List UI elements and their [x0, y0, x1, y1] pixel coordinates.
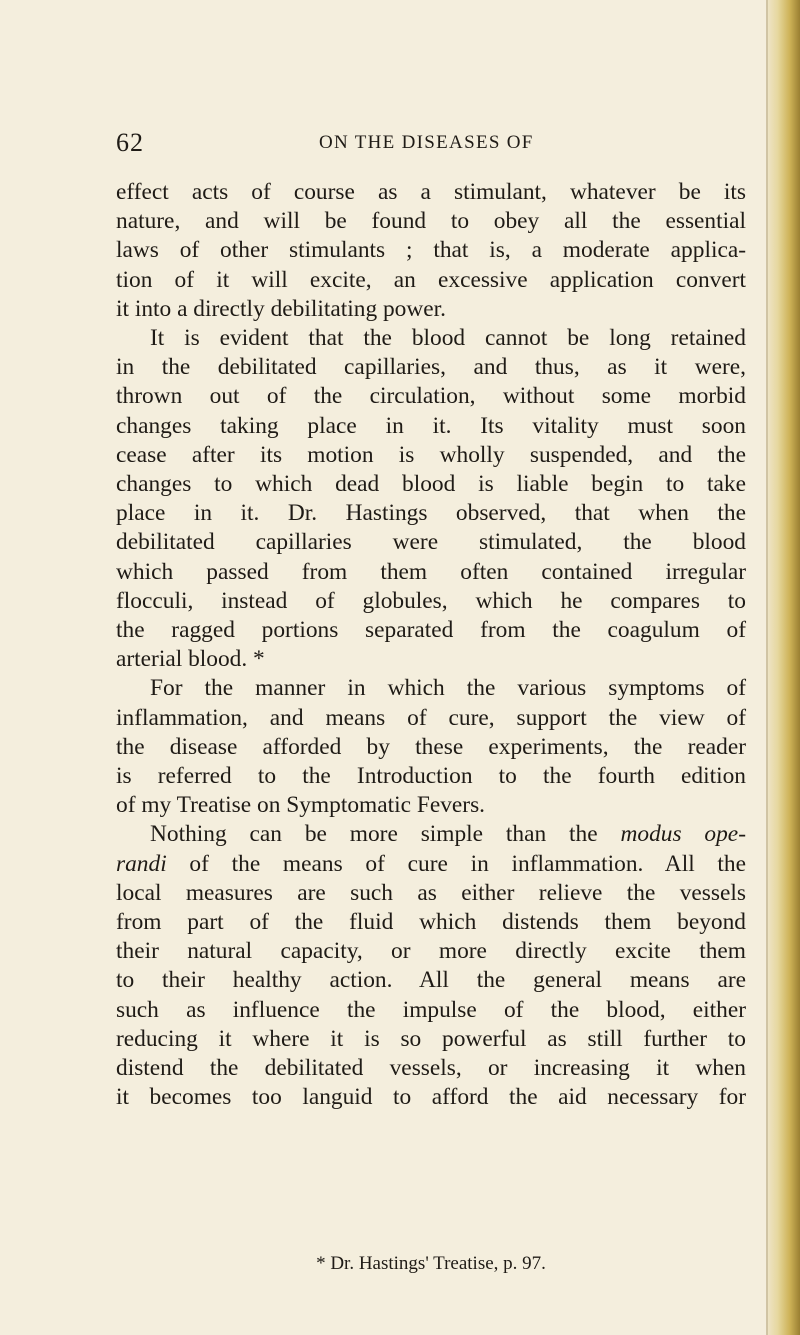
page-edge-shadow [766, 0, 800, 1335]
body-text [116, 178, 746, 1113]
text-line: of my Treatise on Symptomatic Fevers. [116, 792, 486, 819]
text-line: debilitated capillaries were stimulated, the blood [116, 529, 746, 556]
text-line: to their healthy action. All the general means are [116, 967, 746, 994]
italic-term: randi [116, 850, 167, 877]
page-header [116, 126, 746, 166]
text-line: distend the debilitated vessels, or increasing it when [116, 1055, 746, 1082]
text-line: effect acts of course as a stimulant, whatever be its [116, 179, 746, 205]
footnote: * Dr. Hastings' Treatise, p. 97. [316, 1253, 546, 1274]
text-line: reducing it where it is so powerful as still further to [116, 1025, 746, 1052]
text-line: changes taking place in it. Its vitality must soon [116, 412, 746, 439]
text-line: thrown out of the circulation, without some morbid [116, 383, 746, 410]
text-line: cease after its motion is wholly suspended, and the [116, 441, 746, 468]
text-line: which passed from them often contained irregular [116, 558, 746, 585]
text-line: tion of it will excite, an excessive application convert [116, 266, 746, 293]
text-line: inflammation, and means of cure, support the view of [116, 704, 746, 731]
italic-term: modus ope- [620, 821, 746, 848]
text-line: the disease afforded by these experiments, the reader [116, 733, 746, 760]
text-line: the ragged portions separated from the coagulum of [116, 617, 746, 644]
text-line [116, 850, 746, 879]
text-line: in the debilitated capillaries, and thus, as it were, [116, 354, 746, 381]
text-line: arterial blood. * [116, 646, 265, 673]
page-number: 62 [116, 128, 144, 157]
text-line: flocculi, instead of globules, which he compares to [116, 587, 746, 614]
text-line: place in it. Dr. Hastings observed, that when the [116, 500, 746, 527]
text-segment: Nothing can be more simple than the [150, 821, 598, 848]
text-segment: of the means of cure in inflammation. All the [189, 850, 746, 877]
text-line: For the manner in which the various symptoms of [150, 675, 746, 702]
text-line: changes to which dead blood is liable begin to take [116, 471, 746, 498]
text-line: is referred to the Introduction to the fourth edition [116, 763, 746, 790]
text-line: nature, and will be found to obey all the essential [116, 208, 746, 235]
text-line [116, 820, 746, 849]
text-line: from part of the fluid which distends them beyond [116, 909, 746, 936]
text-line: it becomes too languid to afford the aid necessary for [116, 1084, 746, 1111]
running-head: ON THE DISEASES OF [319, 132, 534, 153]
text-line: laws of other stimulants ; that is, a moderate applica- [116, 237, 746, 264]
text-line: it into a directly debilitating power. [116, 295, 446, 322]
text-line: local measures are such as either relieve the vessels [116, 879, 746, 906]
text-line: such as influence the impulse of the blood, either [116, 996, 746, 1023]
text-line: It is evident that the blood cannot be long retained [150, 325, 746, 352]
text-line: their natural capacity, or more directly excite them [116, 938, 746, 965]
